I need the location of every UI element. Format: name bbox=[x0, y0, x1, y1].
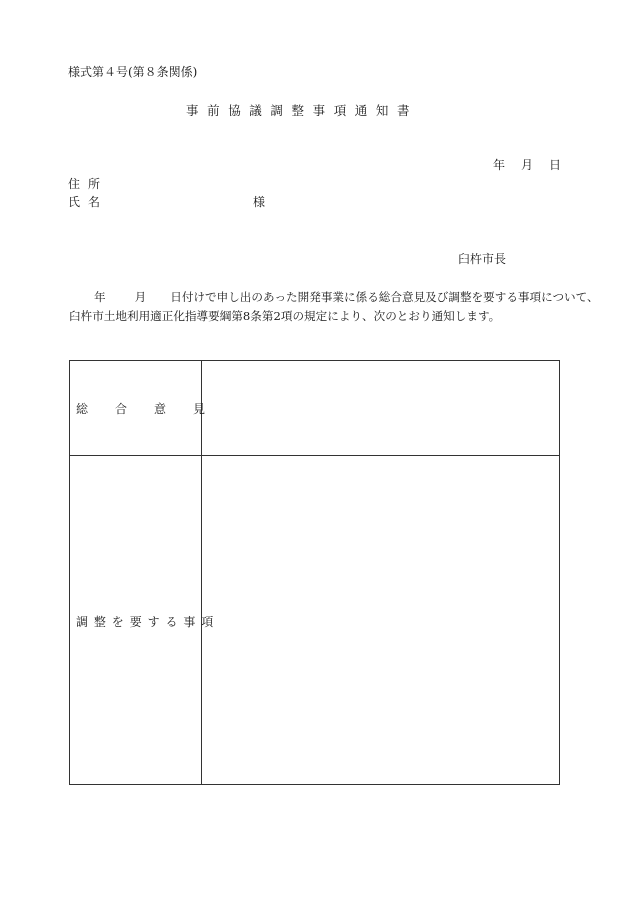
body-year: 年 bbox=[94, 290, 106, 304]
overall-opinion-value bbox=[202, 361, 559, 455]
sender: 臼杵市長 bbox=[458, 252, 507, 266]
adjustment-items-value bbox=[202, 456, 559, 785]
overall-opinion-label: 総合意見 bbox=[76, 402, 233, 416]
table-row-overall-opinion bbox=[70, 361, 559, 456]
notice-table bbox=[69, 360, 560, 785]
date-line bbox=[493, 159, 561, 171]
honorific: 様 bbox=[253, 195, 266, 209]
date-day: 日 bbox=[549, 158, 562, 172]
document-title: 事前協議調整事項通知書 bbox=[186, 103, 419, 118]
date-year: 年 bbox=[493, 158, 506, 172]
address-label: 住所 bbox=[68, 177, 109, 191]
body-line-2: 臼杵市土地利用適正化指導要綱第8条第2項の規定により、次のとおり通知します。 bbox=[69, 309, 501, 323]
label-cell bbox=[70, 361, 233, 455]
adjustment-items-label: 調整を要する事項 bbox=[76, 615, 220, 629]
body-month: 月 bbox=[134, 290, 147, 304]
date-month: 月 bbox=[521, 158, 534, 172]
form-number: 様式第４号(第８条関係) bbox=[68, 65, 198, 79]
body-line-1 bbox=[94, 292, 599, 304]
name-label: 氏名 bbox=[68, 195, 109, 209]
label-cell bbox=[70, 456, 220, 785]
body-line1-text: 日付けで申し出のあった開発事業に係る総合意見及び調整を要する事項について、 bbox=[170, 290, 599, 304]
table-row-adjustment-items bbox=[70, 456, 559, 785]
